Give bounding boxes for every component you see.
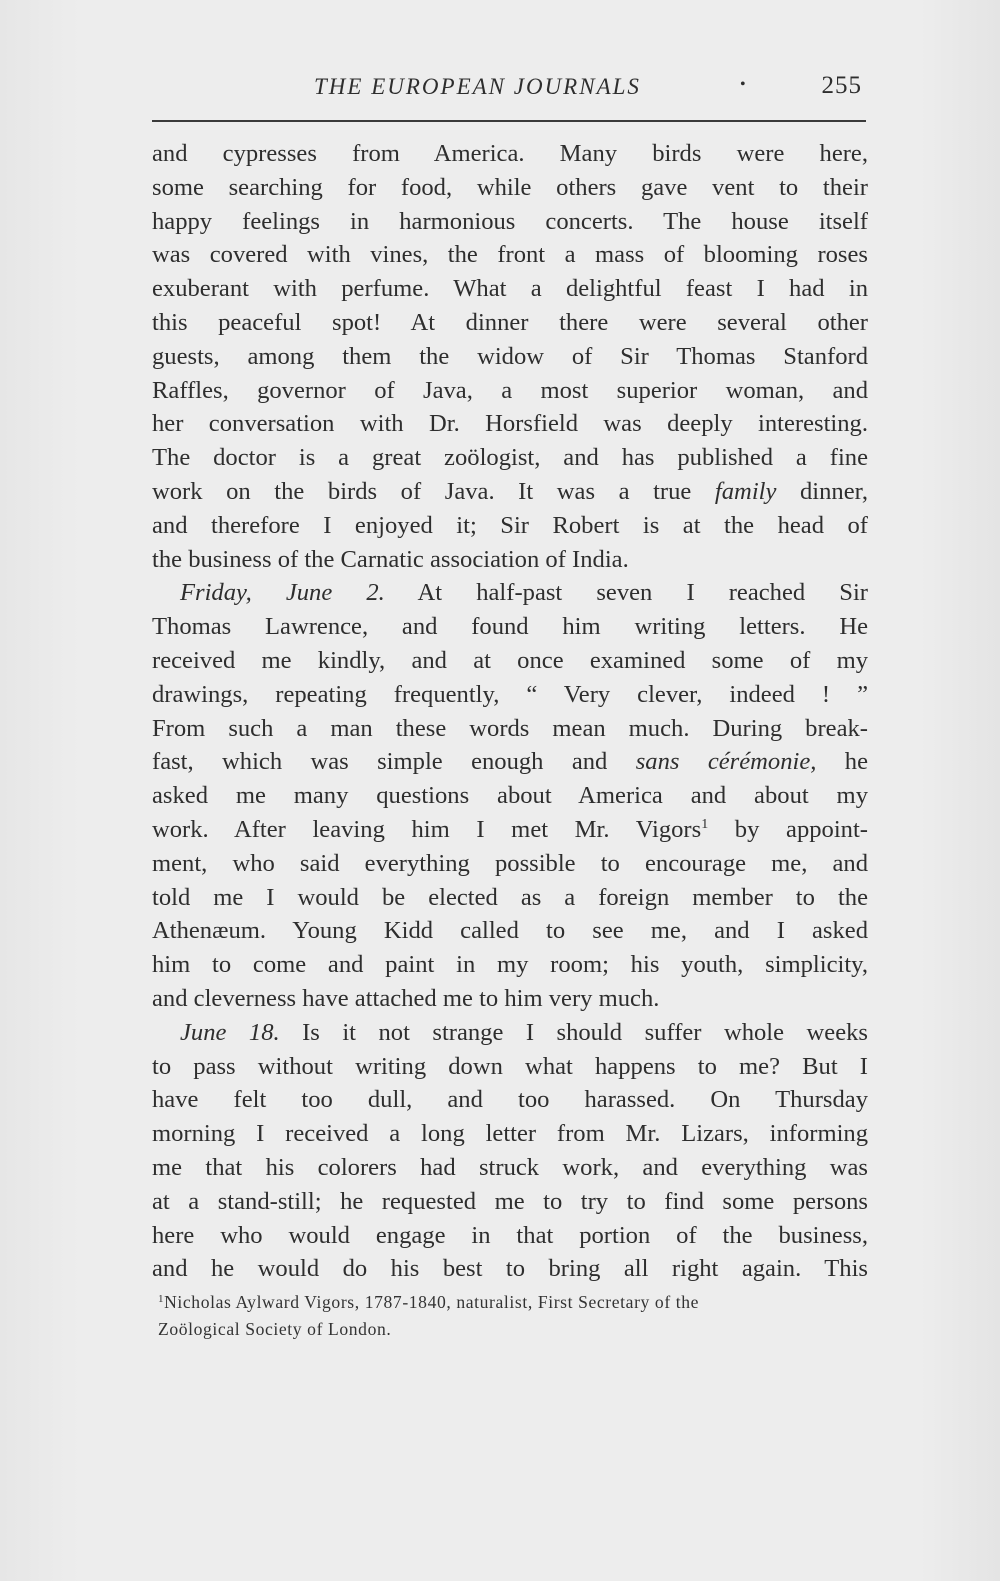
header-rule: [152, 120, 866, 122]
text-segment: work on the birds of Java. It was a true: [152, 477, 715, 505]
footnote-marker: 1: [158, 1293, 165, 1305]
text-segment: Is it not strange I should suffer whole weeks: [279, 1018, 868, 1046]
page-header: [152, 72, 866, 106]
text-segment: fast, which was simple enough and: [152, 748, 636, 776]
text-line: morning I received a long letter from Mr. Lizars, informing: [152, 1120, 868, 1148]
text-line: at a stand-still; he requested me to try to find some persons: [152, 1187, 868, 1215]
page-number: 255: [821, 72, 862, 99]
text-line: ment, who said everything possible to encourage me, and: [152, 849, 868, 877]
text-line: her conversation with Dr. Horsfield was deeply interesting.: [152, 410, 868, 438]
text-segment: At half-past seven I reached Sir: [384, 579, 868, 607]
italic-word: family: [714, 477, 777, 505]
text-line: and he would do his best to bring all right again. This: [152, 1255, 868, 1283]
paragraph-1: [152, 137, 868, 576]
text-line: happy feelings in harmonious concerts. The house itself: [152, 207, 868, 235]
text-line: have felt too dull, and too harassed. On Thursday: [152, 1086, 868, 1114]
text-line: The doctor is a great zoölogist, and has published a fine: [152, 444, 868, 472]
text-line: From such a man these words mean much. During break-: [152, 714, 868, 742]
text-line: told me I would be elected as a foreign member to the: [152, 883, 868, 911]
text-line: the business of the Carnatic association of India.: [152, 545, 629, 573]
text-line: [152, 1016, 868, 1050]
footnote: [158, 1289, 870, 1343]
text-segment: work. After leaving him I met Mr. Vigors: [152, 815, 702, 843]
text-line: and cypresses from America. Many birds were here,: [152, 140, 868, 167]
text-line: and cleverness have attached me to him very much.: [152, 984, 660, 1012]
text-line: Athenæum. Young Kidd called to see me, and I asked: [152, 917, 868, 945]
entry-date: Friday, June 2.: [180, 579, 385, 607]
text-line: [152, 813, 868, 847]
header-bullet: •: [740, 76, 748, 93]
text-line: and therefore I enjoyed it; Sir Robert is at the head of: [152, 511, 868, 539]
text-line: Thomas Lawrence, and found him writing letters. He: [152, 613, 868, 641]
text-line: [152, 475, 868, 509]
running-title: THE EUROPEAN JOURNALS: [314, 74, 641, 99]
text-line: was covered with vines, the front a mass of blooming roses: [152, 241, 868, 269]
text-line: to pass without writing down what happens to me? But I: [152, 1052, 868, 1080]
text-line: some searching for food, while others gave vent to their: [152, 173, 868, 201]
footnote-line: [158, 1289, 870, 1316]
footnote-reference: 1: [701, 816, 709, 832]
entry-date: June 18.: [180, 1018, 280, 1046]
body-text: [152, 137, 868, 1286]
paragraph-2: [152, 576, 868, 1015]
text-line: Raffles, governor of Java, a most superior woman, and: [152, 376, 868, 404]
text-segment: by appoint-: [708, 815, 868, 843]
text-line: drawings, repeating frequently, “ Very clever, indeed ! ”: [152, 680, 868, 708]
text-line: asked me many questions about America and about my: [152, 782, 868, 810]
text-line: guests, among them the widow of Sir Thomas Stanford: [152, 342, 868, 370]
text-line: [152, 745, 868, 779]
text-segment: dinner,: [776, 477, 868, 505]
footnote-line: Zoölogical Society of London.: [158, 1319, 392, 1339]
text-line: me that his colorers had struck work, and everything was: [152, 1153, 868, 1181]
text-line: this peaceful spot! At dinner there were several other: [152, 308, 868, 336]
text-line: received me kindly, and at once examined some of my: [152, 646, 868, 674]
text-line: exuberant with perfume. What a delightful feast I had in: [152, 275, 868, 303]
footnote-text: Nicholas Aylward Vigors, 1787-1840, naturalist, First Secretary of the: [164, 1292, 700, 1312]
text-segment: he: [816, 748, 868, 776]
paragraph-3: [152, 1016, 868, 1286]
text-line: here who would engage in that portion of the business,: [152, 1221, 868, 1249]
text-line: him to come and paint in my room; his youth, simplicity,: [152, 951, 868, 979]
italic-phrase: sans cérémonie,: [635, 748, 817, 776]
text-line: [152, 576, 868, 610]
